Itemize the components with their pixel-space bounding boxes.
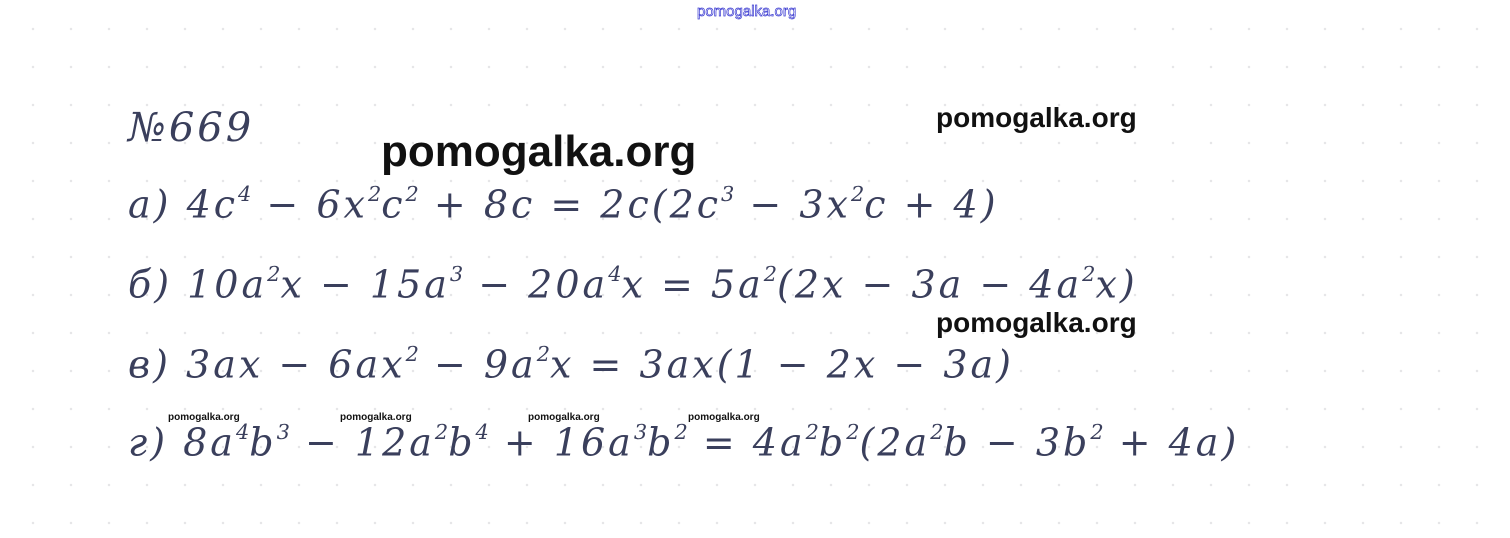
expression-part: x = 5a [621, 262, 764, 307]
solution-label: г) [128, 420, 169, 465]
expression-part: (2x − 3a − 4a [777, 262, 1083, 307]
exponent: 2 [536, 342, 551, 366]
expression-part: b [647, 420, 675, 465]
exponent: 2 [850, 182, 865, 206]
watermark-small-4: pomogalka.org [688, 412, 760, 423]
exponent: 2 [846, 420, 860, 444]
solution-label: б) [128, 262, 173, 307]
solution-line-a [128, 182, 999, 227]
watermark-right-lower: pomogalka.org [936, 307, 1137, 338]
expression-part: + 4a) [1103, 420, 1240, 465]
solution-label: а) [128, 182, 172, 227]
expression-part: + 8c = 2c(2c [418, 182, 722, 227]
expression-part: b − 3b [943, 420, 1091, 465]
expression-part: b [818, 420, 847, 465]
expression-part: 8a [183, 420, 236, 465]
expression-part: − 3x [734, 182, 851, 227]
expression-part: − 6x [251, 182, 368, 227]
exponent: 2 [674, 420, 688, 444]
expression-part: c [381, 182, 406, 227]
watermark-top: pomogalka.org [697, 3, 797, 20]
exponent: 3 [449, 262, 464, 286]
expression-part: x − 15a [280, 262, 450, 307]
expression-part: b [448, 420, 476, 465]
expression-part: 10a [187, 262, 268, 307]
expression-part: − 20a [463, 262, 609, 307]
watermark-small-1: pomogalka.org [168, 412, 240, 423]
exponent: 2 [434, 420, 449, 444]
exponent: 4 [235, 420, 250, 444]
expression-part: − 9a [418, 342, 537, 387]
exponent: 4 [238, 182, 252, 206]
watermark-small-2: pomogalka.org [340, 412, 412, 423]
exponent: 2 [367, 182, 382, 206]
solution-line-g [128, 420, 1240, 465]
problem-number: №669 [128, 105, 255, 151]
exponent: 2 [1082, 262, 1096, 286]
expression-part: (2a [859, 420, 931, 465]
expression-part: − 12a [289, 420, 435, 465]
exponent: 2 [1090, 420, 1104, 444]
expression-part: 3ax − 6ax [186, 342, 406, 387]
expression-part: x = 3ax(1 − 2x − 3a) [550, 342, 1014, 387]
exponent: 2 [267, 262, 281, 286]
solution-line-b [128, 262, 1138, 307]
solution-label: в) [128, 342, 171, 387]
exponent: 3 [276, 420, 290, 444]
expression-part: 4c [186, 182, 239, 227]
exponent: 3 [721, 182, 735, 206]
exponent: 4 [608, 262, 622, 286]
expression-part: = 4a [687, 420, 806, 465]
watermark-right-upper: pomogalka.org [936, 102, 1137, 133]
exponent: 2 [763, 262, 778, 286]
exponent: 2 [405, 182, 419, 206]
exponent: 4 [475, 420, 489, 444]
exponent: 3 [633, 420, 648, 444]
exponent: 2 [930, 420, 944, 444]
exponent: 2 [805, 420, 819, 444]
exponent: 2 [405, 342, 419, 366]
watermark-large: pomogalka.org [381, 127, 697, 176]
expression-part: + 16a [488, 420, 634, 465]
solution-line-v [128, 342, 1014, 387]
expression-part: x) [1095, 262, 1138, 307]
watermark-small-3: pomogalka.org [528, 412, 600, 423]
expression-part: b [249, 420, 277, 465]
expression-part: c + 4) [864, 182, 999, 227]
